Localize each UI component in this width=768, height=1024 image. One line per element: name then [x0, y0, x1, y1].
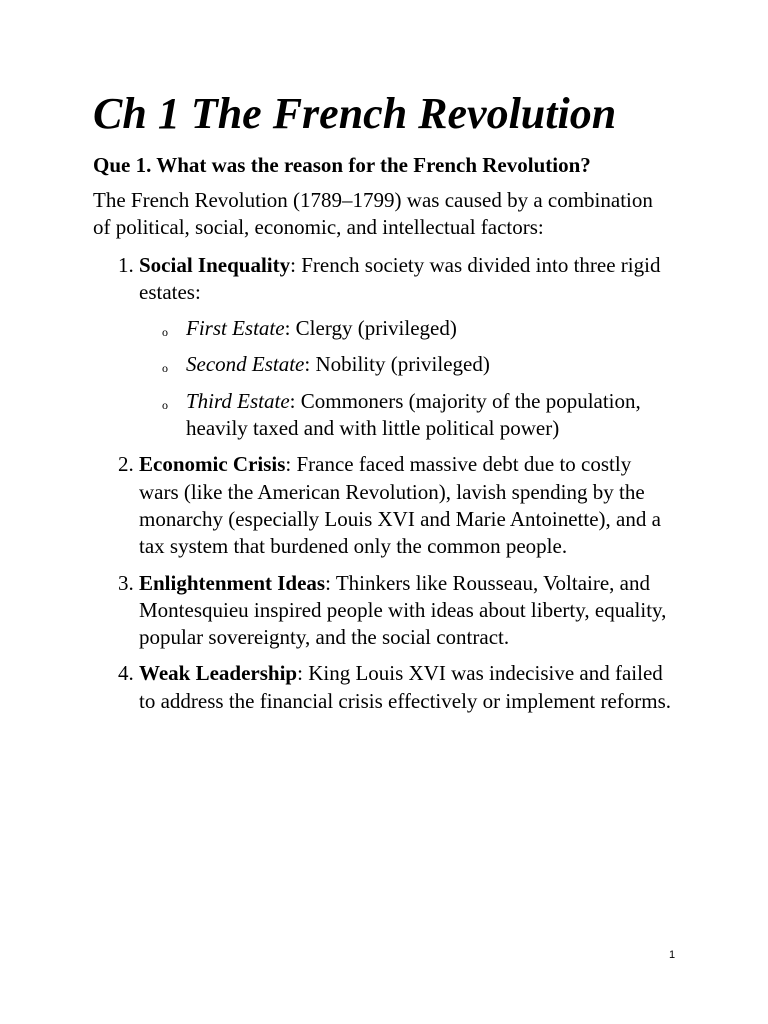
sublist-item-text: : Clergy (privileged)	[284, 316, 457, 341]
list-item-weak-leadership	[139, 660, 673, 715]
page-title: Ch 1 The French Revolution	[93, 89, 617, 138]
list-item-term: Weak Leadership	[139, 661, 298, 686]
list-item-social-inequality	[139, 252, 673, 443]
document-page	[93, 88, 673, 724]
sublist-item-third-estate	[162, 388, 673, 443]
list-item-enlightenment-ideas	[139, 570, 673, 652]
page-number: 1	[668, 949, 676, 961]
sublist-item-first-estate	[162, 315, 673, 342]
list-item-text: : King Louis XVI was indecisive and failed to address the financial crisis effectively or implement reforms.	[139, 661, 672, 713]
sublist-item-term: Second Estate	[186, 352, 305, 377]
question-heading: Que 1. What was the reason for the French Revolution?	[93, 153, 591, 177]
circle-bullet-icon: o	[162, 397, 168, 412]
circle-bullet-icon: o	[162, 325, 168, 340]
estates-sublist	[139, 315, 673, 442]
reasons-list	[93, 252, 673, 715]
list-item-text: : France faced massive debt due to costly wars (like the American Revolution), lavish spending by the monarchy (especially Louis XVI and Marie Antoinette), and a tax system that burdened only the common people.	[139, 452, 661, 559]
list-item-term: Enlightenment Ideas	[139, 570, 326, 595]
intro-paragraph: The French Revolution (1789–1799) was caused by a combination of political, social, economic, and intellectual factors:	[93, 188, 653, 240]
list-item-text: : French society was divided into three rigid estates:	[139, 252, 661, 304]
sublist-item-text: : Nobility (privileged)	[304, 352, 490, 377]
sublist-item-term: Third Estate	[186, 388, 290, 413]
list-item-economic-crisis	[139, 451, 673, 560]
circle-bullet-icon: o	[162, 361, 168, 376]
list-item-term: Social Inequality	[139, 252, 291, 277]
list-item-text: : Thinkers like Rousseau, Voltaire, and Montesquieu inspired people with ideas about liberty, equality, popular sovereignty, and the social contract.	[139, 570, 667, 650]
sublist-item-term: First Estate	[186, 316, 285, 341]
sublist-item-second-estate	[162, 351, 673, 378]
list-item-term: Economic Crisis	[139, 452, 286, 477]
sublist-item-text: : Commoners (majority of the population, heavily taxed and with little political power)	[186, 388, 641, 441]
